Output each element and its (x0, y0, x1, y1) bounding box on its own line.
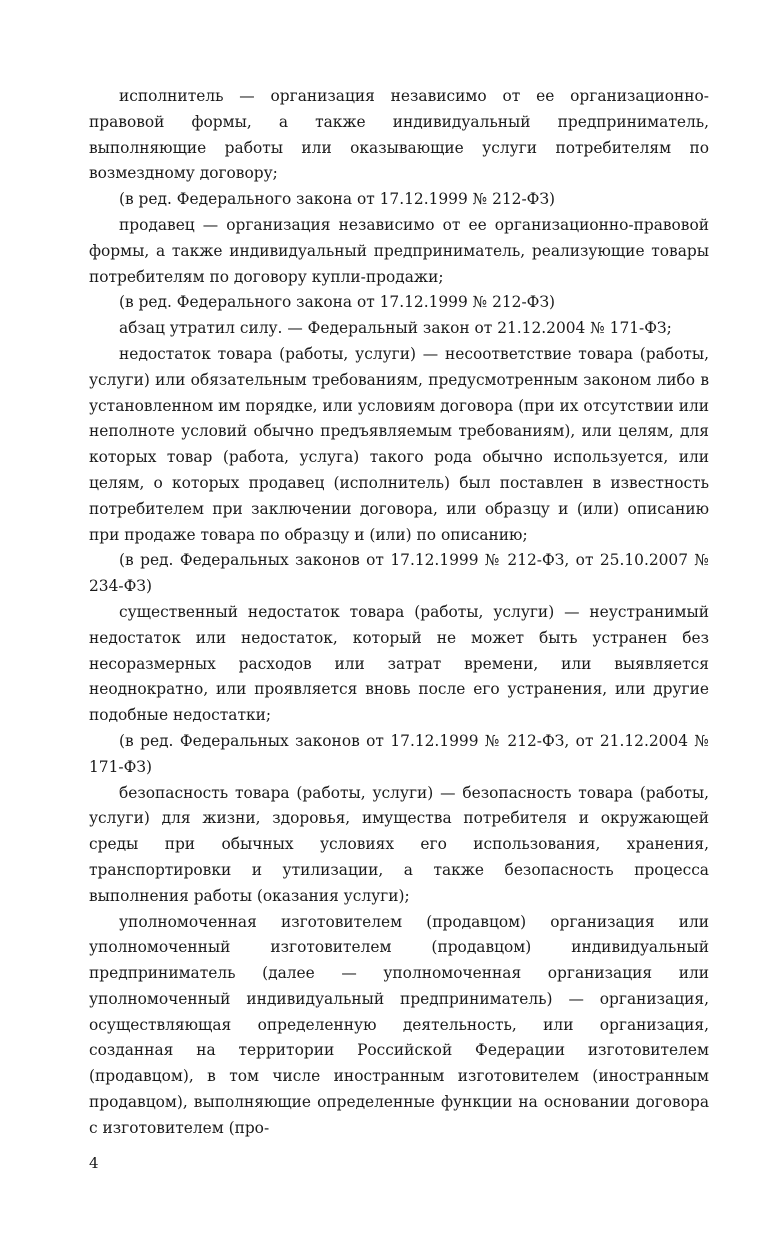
paragraph-repealed-clause: абзац утратил силу. — Федеральный закон от 21.12.2004 № 171-ФЗ; (119, 319, 672, 338)
paragraph-safety-definition: безопасность товара (работы, услуги) — безопасность товара (работы, услуги) для жизни, здоровья, имущества потребителя и окружающей среды при обычных условиях его использования, хранения, транспортировки и утилизации, а также безопасность процесса выполнения работы (оказания услуги); (89, 783, 709, 905)
paragraph-amendment-note: (в ред. Федеральных законов от 17.12.1999 № 212-ФЗ, от 25.10.2007 № 234-ФЗ) (89, 551, 709, 596)
paragraph-amendment-note: (в ред. Федерального закона от 17.12.1999 № 212-ФЗ) (119, 190, 556, 209)
paragraph-executor-definition: исполнитель — организация независимо от ее организационно-правовой формы, а также индивидуальный предприниматель, выполняющие работы или оказывающие услуги потребителям по возмездному договору; (89, 87, 709, 183)
paragraph-amendment-note: (в ред. Федеральных законов от 17.12.1999 № 212-ФЗ, от 21.12.2004 № 171-ФЗ) (89, 731, 709, 776)
paragraph-defect-definition: недостаток товара (работы, услуги) — несоответствие товара (работы, услуги) или обязательным требованиям, предусмотренным законом либо в установленном им порядке, или условиям договора (при их отсутствии или неполноте условий обычно предъявляемым требованиям), или целям, для которых товар (работа, услуга) такого рода обычно используется, или целям, о которых продавец (исполнитель) был поставлен в известность потребителем при заключении договора, или образцу и (или) описанию при продаже товара по образцу и (или) по описанию; (89, 344, 709, 544)
page-body (89, 84, 709, 1142)
paragraph-amendment-note: (в ред. Федерального закона от 17.12.1999 № 212-ФЗ) (119, 293, 556, 312)
page-number: 4 (89, 1154, 99, 1172)
paragraph-seller-definition: продавец — организация независимо от ее организационно-правовой формы, а также индивидуальный предприниматель, реализующие товары потребителям по договору купли-продажи; (89, 215, 709, 286)
paragraph-authorized-organization-definition: уполномоченная изготовителем (продавцом) организация или уполномоченный изготовителем (продавцом) индивидуальный предприниматель (далее — уполномоченная организация или уполномоченный индивидуальный предприниматель) — организация, осуществляющая определенную деятельность, или организация, созданная на территории Российской Федерации изготовителем (продавцом), в том числе иностранным изготовителем (иностранным продавцом), выполняющие определенные функции на основании договора с изготовителем (про- (89, 912, 709, 1137)
paragraph-significant-defect-definition: существенный недостаток товара (работы, услуги) — неустранимый недостаток или недостаток, который не может быть устранен без несоразмерных расходов или затрат времени, или выявляется неоднократно, или проявляется вновь после его устранения, или другие подобные недостатки; (89, 602, 709, 725)
